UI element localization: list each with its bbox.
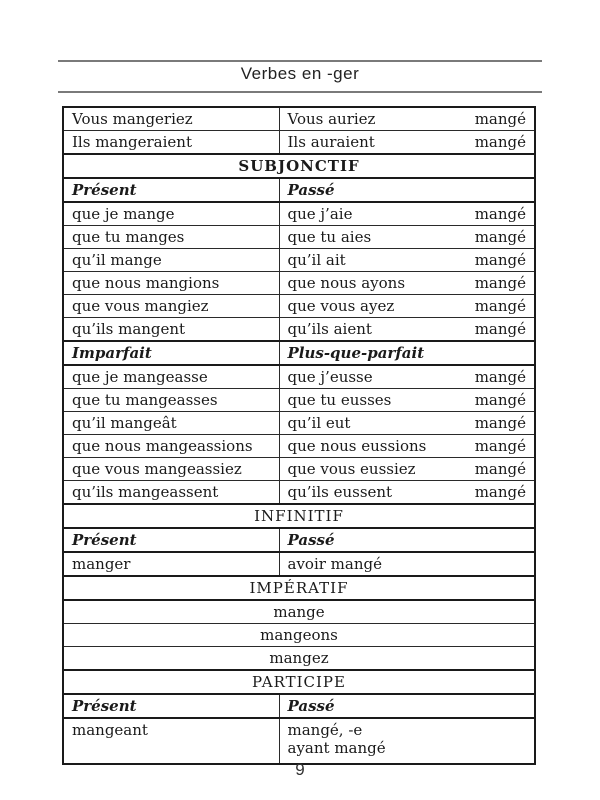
compound-form	[279, 107, 535, 131]
conjugated-form: manger	[63, 552, 279, 576]
past-participle: mangé	[474, 274, 526, 292]
past-participle: mangé	[474, 110, 526, 128]
mood-header-row	[63, 576, 535, 600]
past-participle: mangé	[474, 228, 526, 246]
table-row	[63, 458, 535, 481]
participle-row	[63, 718, 535, 764]
tense-header-left: Présent	[63, 528, 279, 552]
conjugated-form: que je mangeasse	[63, 365, 279, 389]
table-row	[63, 272, 535, 295]
auxiliary: Ils auraient	[287, 133, 375, 151]
header-rule-top	[58, 60, 542, 62]
past-participle-line1: mangé, -e	[287, 721, 363, 739]
table-row	[63, 226, 535, 249]
compound-form	[279, 295, 535, 318]
conjugated-form: que nous mangions	[63, 272, 279, 295]
auxiliary: que j’eusse	[287, 368, 373, 386]
table-row	[63, 107, 535, 131]
auxiliary: que tu aies	[287, 228, 372, 246]
past-participle: mangé	[474, 320, 526, 338]
past-participle: mangé	[474, 297, 526, 315]
table-row	[63, 365, 535, 389]
compound-form	[279, 412, 535, 435]
page-title: Verbes en -ger	[240, 64, 360, 83]
past-participle-line2: ayant mangé	[287, 739, 386, 757]
auxiliary: qu’il ait	[287, 251, 346, 269]
tense-header-row	[63, 178, 535, 202]
auxiliary: qu’il eut	[287, 414, 351, 432]
past-participle-cell	[279, 718, 535, 764]
past-participle: mangé	[474, 205, 526, 223]
table-row	[63, 249, 535, 272]
past-participle: mangé	[474, 368, 526, 386]
mood-header-row	[63, 154, 535, 178]
tense-header-row	[63, 528, 535, 552]
past-participle: mangé	[474, 133, 526, 151]
compound-form	[279, 131, 535, 155]
auxiliary: qu’ils eussent	[287, 483, 393, 501]
table-row	[63, 318, 535, 342]
compound-form: avoir mangé	[279, 552, 535, 576]
tense-header-right: Passé	[279, 528, 535, 552]
auxiliary: que nous eussions	[287, 437, 427, 455]
conjugated-form: qu’il mange	[63, 249, 279, 272]
past-participle: mangé	[474, 251, 526, 269]
conjugated-form: Vous mangeriez	[63, 107, 279, 131]
mood-header: SUBJONCTIF	[63, 154, 535, 178]
tense-header-left: Imparfait	[63, 341, 279, 365]
imperative-row	[63, 624, 535, 647]
auxiliary: que vous eussiez	[287, 460, 416, 478]
tense-header-right: Passé	[279, 178, 535, 202]
compound-form	[279, 481, 535, 505]
conjugated-form: que vous mangeassiez	[63, 458, 279, 481]
mood-header: PARTICIPE	[63, 670, 535, 694]
conjugated-form: que tu mangeasses	[63, 389, 279, 412]
compound-form	[279, 458, 535, 481]
conjugated-form: qu’il mangeât	[63, 412, 279, 435]
imperative-form: mangez	[63, 647, 535, 671]
tense-header-left: Présent	[63, 694, 279, 718]
table-row	[63, 481, 535, 505]
compound-form	[279, 226, 535, 249]
conjugated-form: qu’ils mangeassent	[63, 481, 279, 505]
auxiliary: Vous auriez	[287, 110, 376, 128]
auxiliary: que tu eusses	[287, 391, 392, 409]
conjugated-form: que vous mangiez	[63, 295, 279, 318]
present-participle: mangeant	[63, 718, 279, 764]
conjugation-table	[62, 106, 536, 765]
table-row	[63, 389, 535, 412]
mood-header-row	[63, 670, 535, 694]
auxiliary: que j’aie	[287, 205, 353, 223]
table-row	[63, 295, 535, 318]
conjugated-form: qu’ils mangent	[63, 318, 279, 342]
past-participle: mangé	[474, 460, 526, 478]
tense-header-row	[63, 694, 535, 718]
imperative-form: mange	[63, 600, 535, 624]
compound-form	[279, 435, 535, 458]
conjugated-form: que je mange	[63, 202, 279, 226]
tense-header-row	[63, 341, 535, 365]
imperative-row	[63, 647, 535, 671]
conjugated-form: Ils mangeraient	[63, 131, 279, 155]
table-row	[63, 202, 535, 226]
mood-header-row	[63, 504, 535, 528]
page-number: 9	[295, 760, 305, 779]
table-row	[63, 412, 535, 435]
auxiliary: que vous ayez	[287, 297, 395, 315]
compound-form	[279, 272, 535, 295]
past-participle: mangé	[474, 483, 526, 501]
past-participle: mangé	[474, 391, 526, 409]
past-participle: mangé	[474, 437, 526, 455]
mood-header: IMPÉRATIF	[63, 576, 535, 600]
table-row	[63, 435, 535, 458]
compound-form	[279, 249, 535, 272]
conjugated-form: que nous mangeassions	[63, 435, 279, 458]
past-participle: mangé	[474, 414, 526, 432]
conjugated-form: que tu manges	[63, 226, 279, 249]
compound-form	[279, 318, 535, 342]
compound-form	[279, 389, 535, 412]
compound-form	[279, 365, 535, 389]
tense-header-right: Plus-que-parfait	[279, 341, 535, 365]
table-row	[63, 552, 535, 576]
tense-header-right: Passé	[279, 694, 535, 718]
compound-form	[279, 202, 535, 226]
auxiliary: que nous ayons	[287, 274, 406, 292]
auxiliary: qu’ils aient	[287, 320, 372, 338]
header-rule-bottom	[58, 91, 542, 93]
mood-header: INFINITIF	[63, 504, 535, 528]
imperative-form: mangeons	[63, 624, 535, 647]
imperative-row	[63, 600, 535, 624]
table-row	[63, 131, 535, 155]
tense-header-left: Présent	[63, 178, 279, 202]
